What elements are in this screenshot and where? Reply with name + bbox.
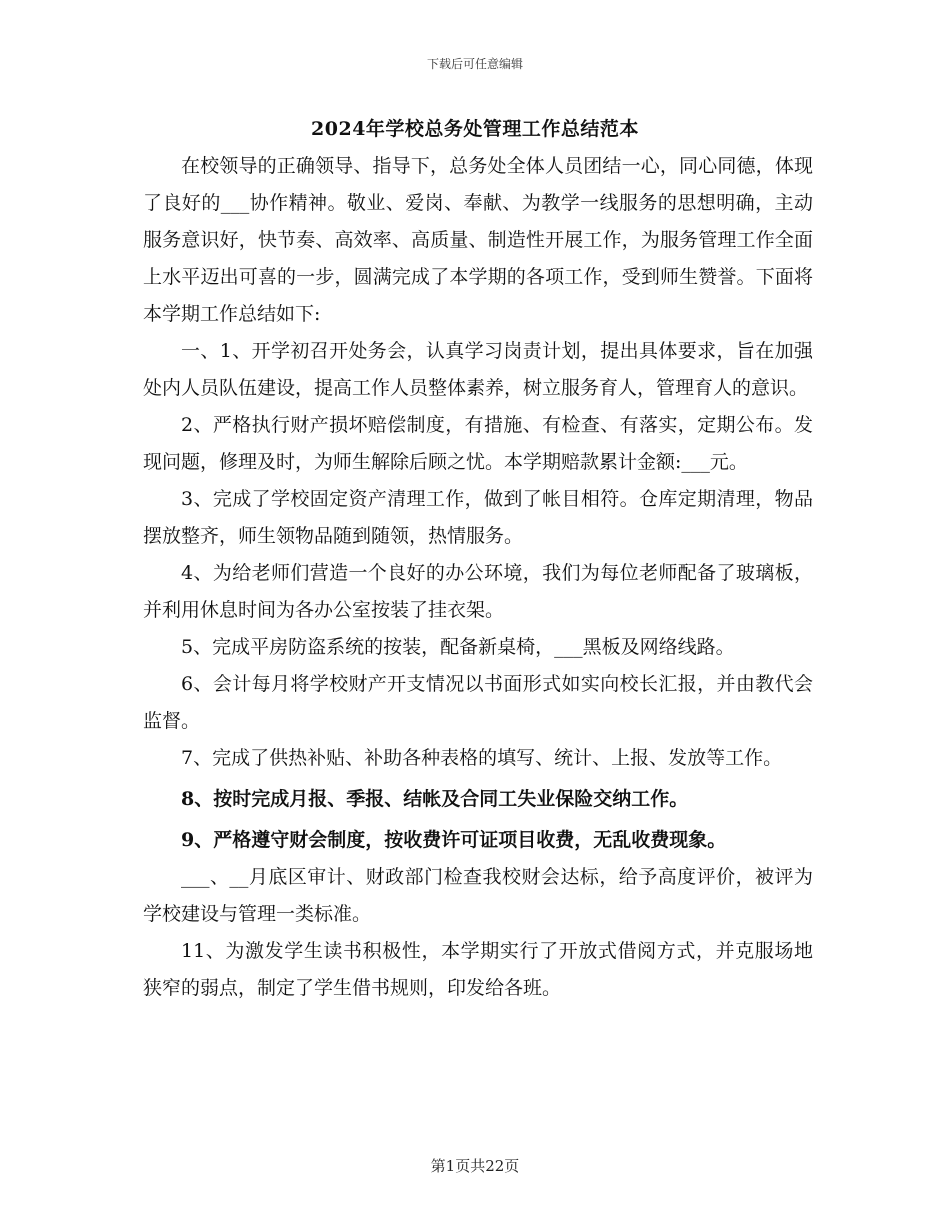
paragraph-item-11: 11、为激发学生读书积极性，本学期实行了开放式借阅方式，并克服场地狭窄的弱点，制定了学生借书规则，印发给各班。	[143, 940, 813, 999]
paragraph-item-4: 4、为给老师们营造一个良好的办公环境，我们为每位老师配备了玻璃板，并利用休息时间为各办公室按装了挂衣架。	[143, 562, 813, 621]
paragraph-item-8: 8、按时完成月报、季报、结帐及合同工失业保险交纳工作。	[181, 788, 689, 810]
paragraph-item-6: 6、会计每月将学校财产开支情况以书面形式如实向校长汇报，并由教代会监督。	[143, 673, 813, 732]
paragraph-item-1: 一、1、开学初召开处务会，认真学习岗责计划，提出具体要求，旨在加强处内人员队伍建设，提高工作人员整体素养，树立服务育人，管理育人的意识。	[143, 340, 813, 399]
paragraph-item-7: 7、完成了供热补贴、补助各种表格的填写、统计、上报、发放等工作。	[181, 747, 783, 769]
paragraph-item-5: 5、完成平房防盗系统的按装，配备新桌椅，___黑板及网络线路。	[181, 636, 735, 658]
paragraph-item-3: 3、完成了学校固定资产清理工作，做到了帐目相符。仓库定期清理，物品摆放整齐，师生领物品随到随领，热情服务。	[143, 488, 813, 547]
header-note: 下载后可任意编辑	[426, 57, 523, 71]
page-number: 第1页共22页	[430, 1157, 520, 1175]
paragraph-item-10: ___、__月底区审计、财政部门检查我校财会达标，给予高度评价，被评为学校建设与管理一类标准。	[143, 866, 813, 925]
paragraph-item-9: 9、严格遵守财会制度，按收费许可证项目收费，无乱收费现象。	[181, 829, 727, 851]
paragraph-item-2: 2、严格执行财产损坏赔偿制度，有措施、有检查、有落实，定期公布。发现问题，修理及时，为师生解除后顾之忧。本学期赔款累计金额:___元。	[143, 414, 813, 473]
document-body	[143, 148, 813, 1007]
paragraph-intro: 在校领导的正确领导、指导下，总务处全体人员团结一心，同心同德，体现了良好的___协作精神。敬业、爱岗、奉献、为教学一线服务的思想明确，主动服务意识好，快节奏、高效率、高质量、制造性开展工作，为服务管理工作全面上水平迈出可喜的一步，圆满完成了本学期的各项工作，受到师生赞誉。下面将本学期工作总结如下:	[143, 155, 813, 325]
document-title: 2024年学校总务处管理工作总结范本	[311, 118, 639, 140]
